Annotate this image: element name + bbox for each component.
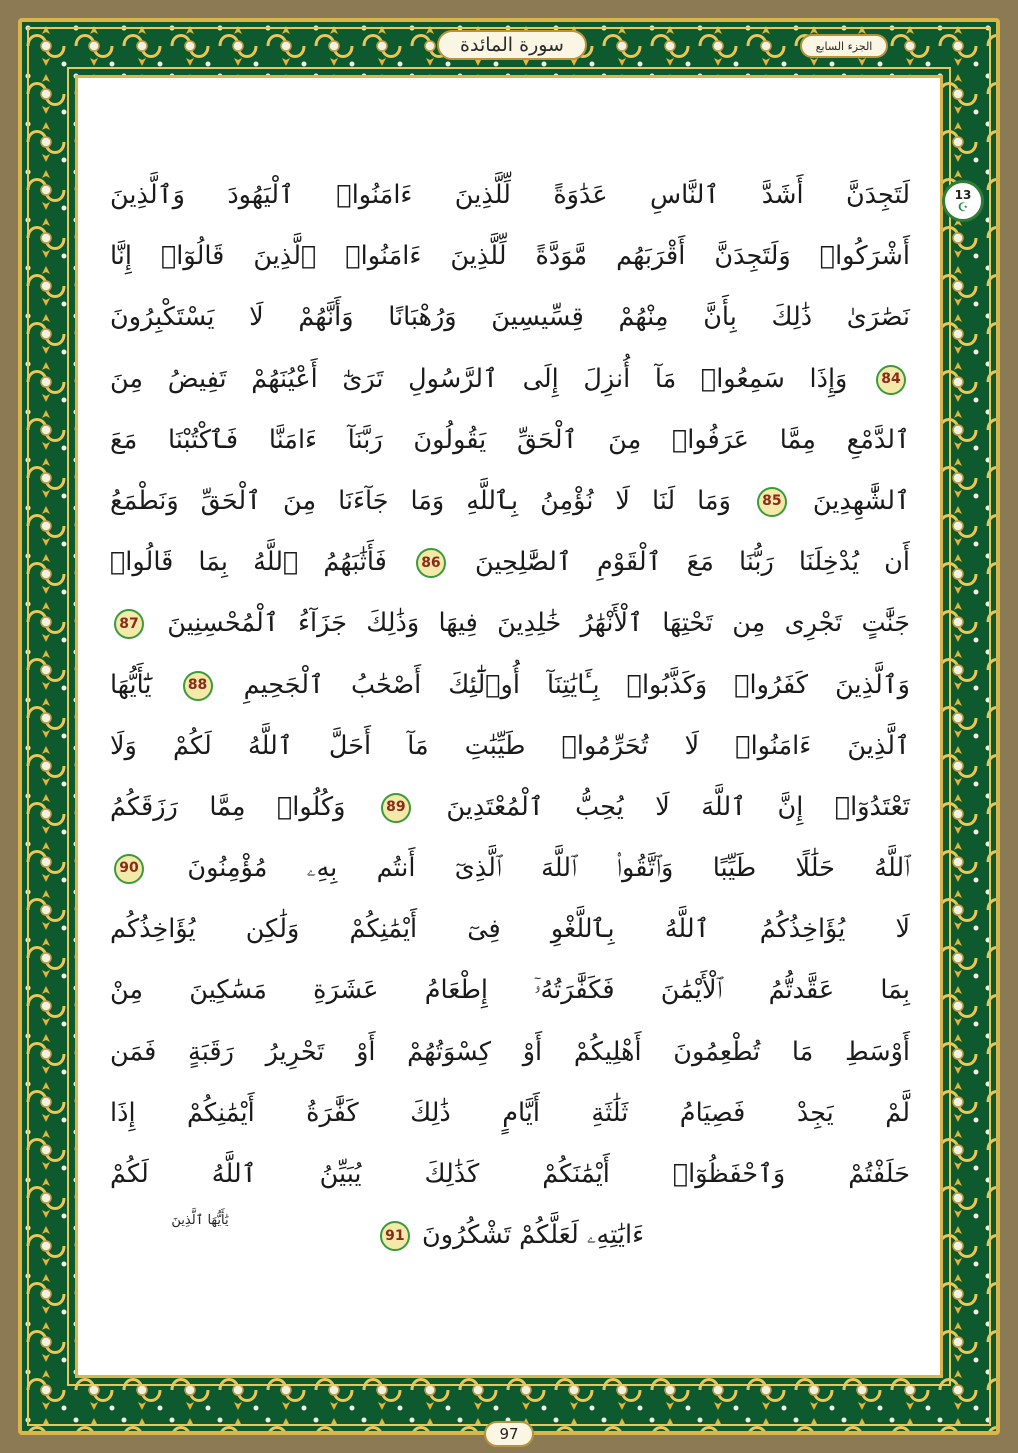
verse-text: وَإِذَا سَمِعُوا۟ مَآ أُنزِلَ إِلَى ٱلرَّسُولِ تَرَىٰٓ أَعْيُنَهُمْ تَفِيضُ مِنَ [110,363,848,394]
verse-text: لَا يُؤَاخِذُكُمُ ٱللَّهُ بِٱللَّغْوِ فِىٓ أَيْمَٰنِكُمْ وَلَٰكِن يُؤَاخِذُكُم [110,914,910,945]
verse-line [110,1144,910,1205]
verse-line [110,1083,910,1144]
juz-label-tab [800,34,888,58]
ayah-number-marker: 87 [114,609,144,639]
verse-line [110,655,910,716]
verse-text: وَمَا لَنَا لَا نُؤْمِنُ بِٱللَّهِ وَمَا جَآءَنَا مِنَ ٱلْحَقِّ وَنَطْمَعُ [110,485,731,516]
verse-line [110,838,910,899]
ayah-number-marker: 88 [183,671,213,701]
verse-text: ٱلشَّٰهِدِينَ [812,485,910,516]
verse-line [110,899,910,960]
verse-text: يَٰٓأَيُّهَا [110,669,152,700]
verse-text: أَوْسَطِ مَا تُطْعِمُونَ أَهْلِيكُمْ أَوْ كِسْوَتُهُمْ أَوْ تَحْرِيرُ رَقَبَةٍ فَمَن [110,1036,910,1067]
crescent-icon: ☪ [957,200,969,214]
catchword: يَٰأَيُّهَا ٱلَّذِينَ [171,1213,229,1228]
verse-line [110,471,910,532]
surah-name: سورة المائدة [460,34,564,56]
verse-text: ٱلدَّمْعِ مِمَّا عَرَفُوا۟ مِنَ ٱلْحَقِّ يَقُولُونَ رَبَّنَآ ءَامَنَّا فَٱكْتُبْنَا مَعَ [110,424,910,455]
verse-text: وَٱلَّذِينَ كَفَرُوا۟ وَكَذَّبُوا۟ بِـَٔايَٰتِنَآ أُو۟لَٰٓئِكَ أَصْحَٰبُ ٱلْجَحِيمِ [243,669,910,700]
verse-line [110,410,910,471]
page-number: 97 [499,1425,519,1443]
verse-text-block [110,165,910,1270]
verse-line [110,777,910,838]
verse-text: ءَايَٰتِهِۦ لَعَلَّكُمْ تَشْكُرُونَ [422,1220,645,1251]
verse-text: فَأَثَٰبَهُمُ ٱللَّهُ بِمَا قَالُوا۟ [110,547,387,578]
hizb-number: 13 [954,188,972,202]
verse-line [110,532,910,593]
verse-line [110,1022,910,1083]
ayah-number-marker: 90 [114,854,144,884]
verse-line [110,226,910,287]
verse-text: حَلَفْتُمْ وَٱحْفَظُوٓا۟ أَيْمَٰنَكُمْ كَذَٰلِكَ يُبَيِّنُ ٱللَّهُ لَكُمْ [110,1159,910,1189]
verse-text: ٱللَّهُ حَلَٰلًا طَيِّبًا وَٱتَّقُوا۟ ٱللَّهَ ٱلَّذِىٓ أَنتُم بِهِۦ مُؤْمِنُونَ [187,853,910,884]
ayah-number-marker: 89 [381,793,411,823]
ayah-number-marker: 86 [416,548,446,578]
verse-text: جَنَّٰتٍ تَجْرِى مِن تَحْتِهَا ٱلْأَنْهَٰرُ خَٰلِدِينَ فِيهَا وَذَٰلِكَ جَزَآءُ ٱلْمُحْسِنِينَ [167,608,910,639]
ayah-number-marker: 91 [380,1221,410,1251]
verse-line [110,716,910,777]
surah-name-tab [437,30,587,60]
verse-text: أَن يُدْخِلَنَا رَبُّنَا مَعَ ٱلْقَوْمِ ٱلصَّٰلِحِينَ [475,547,910,578]
verse-line [110,165,910,226]
hizb-marker [942,180,984,222]
verse-text: ٱلَّذِينَ ءَامَنُوا۟ لَا تُحَرِّمُوا۟ طَيِّبَٰتِ مَآ أَحَلَّ ٱللَّهُ لَكُمْ وَلَا [110,730,910,761]
verse-text: لَّمْ يَجِدْ فَصِيَامُ ثَلَٰثَةِ أَيَّامٍ ذَٰلِكَ كَفَّٰرَةُ أَيْمَٰنِكُمْ إِذَا [110,1097,910,1128]
ayah-number-marker: 85 [757,487,787,517]
verse-text: أَشْرَكُوا۟ وَلَتَجِدَنَّ أَقْرَبَهُم مَّوَدَّةً لِّلَّذِينَ ءَامَنُوا۟ ٱلَّذِينَ قَالُوٓا۟ إِنَّا [110,241,910,272]
page-number-tab [484,1421,534,1447]
verse-text: وَكُلُوا۟ مِمَّا رَزَقَكُمُ [110,791,346,822]
verse-text: نَصَٰرَىٰ ذَٰلِكَ بِأَنَّ مِنْهُمْ قِسِّيسِينَ وَرُهْبَانًا وَأَنَّهُمْ لَا يَسْتَكْبِرُونَ [110,302,910,333]
verse-text: تَعْتَدُوٓا۟ إِنَّ ٱللَّهَ لَا يُحِبُّ ٱلْمُعْتَدِينَ [446,791,910,822]
verse-line [110,960,910,1021]
verse-text: بِمَا عَقَّدتُّمُ ٱلْأَيْمَٰنَ فَكَفَّٰرَتُهُۥٓ إِطْعَامُ عَشَرَةِ مَسَٰكِينَ مِنْ [110,975,910,1006]
verse-line [110,349,910,410]
verse-line [110,593,910,654]
verse-text: لَتَجِدَنَّ أَشَدَّ ٱلنَّاسِ عَدَٰوَةً لِّلَّذِينَ ءَامَنُوا۟ ٱلْيَهُودَ وَٱلَّذِينَ [110,180,910,210]
ayah-number-marker: 84 [876,365,906,395]
verse-line [110,287,910,348]
juz-label: الجزء السابع [815,39,873,53]
